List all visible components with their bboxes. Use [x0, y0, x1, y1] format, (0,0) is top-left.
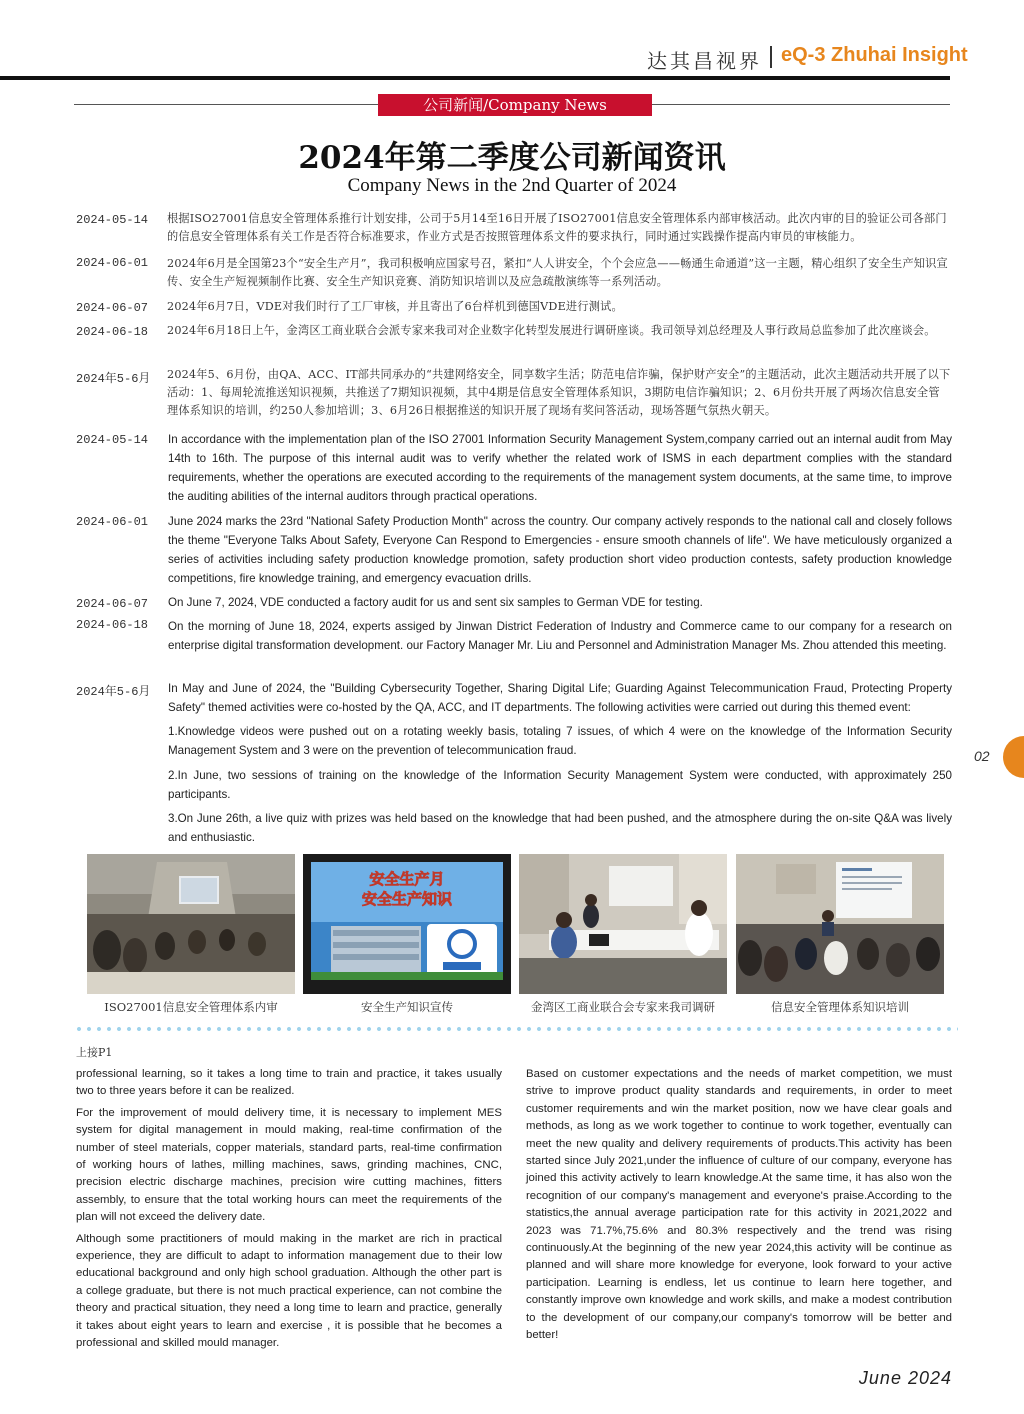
news-item-en: In May and June of 2024, the "Building Cybersecurity Together, Sharing Digital Life; Guarding Against Telecommunication Fraud, Protecting Property Safety" themed activities were co-hosted by the QA, ACC, and IT departments. The following activities were carried out during this themed event:: [168, 682, 952, 714]
news-date: 2024-06-18: [76, 618, 149, 632]
page-title-chinese: 2024年第二季度公司新闻资讯: [298, 140, 726, 176]
news-item-cn: 2024年6月7日，VDE对我们时行了工厂审核，并且寄出了6台样机到德国VDE进行测试。: [167, 300, 623, 313]
photo-caption: 安全生产知识宣传: [361, 1000, 453, 1014]
news-item-en: In accordance with the implementation plan of the ISO 27001 Information Security Management System,company carried out an internal audit from May 14th to 16th. The purpose of this internal audit was to verify whether the related work of ISMS in each department complies with the standard requirements, whether the operations are executed according to the requirements of the management system documents, at the same time, to improve the auditing abilities of the internal auditors through practical operations.: [168, 433, 952, 503]
news-date: 2024-06-01: [76, 515, 149, 529]
page-number: 02: [974, 748, 990, 764]
photo-caption: 金湾区工商业联合会专家来我司调研: [531, 1000, 715, 1014]
news-date: 2024-06-07: [76, 301, 149, 315]
continued-label: 上接P1: [76, 1046, 113, 1059]
screen-text-2: 安全生产知识: [361, 890, 453, 908]
photo-caption: 信息安全管理体系知识培训: [771, 1000, 909, 1014]
page-title-english: Company News in the 2nd Quarter of 2024: [347, 175, 677, 196]
news-item-cn: 2024年6月是全国第23个“安全生产月”，我司积极响应国家号召，紧扣“人人讲安全，个个会应急——畅通生命通道”这一主题，精心组织了安全生产知识宣传、安全生产短视频制作比赛、安全生产知识竞赛、消防知识培训以及应急疏散演练等一系列活动。: [167, 257, 948, 288]
news-date: 2024-06-01: [76, 256, 149, 270]
news-item-en-point: 3.On June 26th, a live quiz with prizes was held based on the knowledge that had been pushed, and the atmosphere during the on-site Q&A was lively and enthusiastic.: [168, 812, 952, 844]
photo-isms-training-image: [736, 854, 944, 994]
photo-safety-promotion: [303, 854, 511, 994]
photo-research-visit: [519, 854, 727, 994]
screen-text-1: 安全生产月: [369, 870, 445, 888]
header-rule: [0, 76, 950, 80]
news-item-cn: 根据ISO27001信息安全管理体系推行计划安排，公司于5月14至16日开展了ISO27001信息安全管理体系内部审核活动。此次内审的目的验证公司各部门的信息安全管理体系有关工作是否符合标准要求，作业方式是否按照管理体系文件的要求执行，同时通过实践操作提高内审员的审核能力。: [167, 212, 947, 243]
brand-english: eQ-3 Zhuhai Insight: [781, 44, 968, 66]
news-item-cn: 2024年5、6月份，由QA、ACC、IT部共同承办的“共建网络安全，同享数字生活；防范电信诈骗，保护财产安全”的主题活动，此次主题活动共开展了以下活动：1、每周轮流推送知识视频，共推送了7期知识视频，其中4期是信息安全管理体系知识，3期防电信诈骗知识；2、6月份共开展了两场次信息安全管理体系知识的培训，约250人参加培训；3、6月26日根据推送的知识开展了现场有奖问答活动，现场答题气氛热火朝天。: [167, 368, 951, 417]
photo-internal-audit: [87, 854, 295, 994]
article-paragraph: professional learning, so it takes a long time to train and practice, it takes usually two to three years before it can be realized.: [76, 1068, 502, 1098]
photo-internal-audit-image: [87, 854, 295, 994]
footer-date: June 2024: [858, 1368, 952, 1388]
news-item-en: On June 7, 2024, VDE conducted a factory audit for us and sent six samples to German VDE for testing.: [168, 596, 703, 609]
photo-caption: ISO27001信息安全管理体系内审: [104, 1000, 278, 1014]
news-date: 2024-06-18: [76, 325, 149, 339]
news-item-en: On the morning of June 18, 2024, experts assiged by Jinwan District Federation of Industry and Commerce came to our company for a research on enterprise digital transformation development. our Factory Manager Mr. Liu and Personnel and Administration Manager Ms. Zhou attended this meeting.: [168, 620, 952, 652]
header-divider: [770, 46, 772, 68]
news-item-en-point: 1.Knowledge videos were pushed out on a rotating weekly basis, totaling 7 issues, of which 4 were on the knowledge of the Information Security Management System and 3 were on the prevention of telecommunication fraud.: [168, 725, 952, 757]
news-item-cn: 2024年6月18日上午，金湾区工商业联合会派专家来我司对企业数字化转型发展进行调研座谈。我司领导刘总经理及人事行政局总监参加了此次座谈会。: [167, 324, 936, 337]
article-paragraph: Although some practitioners of mould making in the market are rich in practical experience, they are difficult to adapt to information management due to their low educational background and only high school graduation. Although the other part is a college graduate, but there is not much practical experience, can not combine the theory and practical situation, they need a long time to learn and practice, generally it takes about eight years to learn and exercise , it is possible that he becomes a professional and skilled mould manager.: [76, 1232, 502, 1350]
news-date: 2024-05-14: [76, 213, 149, 227]
photo-isms-training: [736, 854, 944, 994]
article-column-right: [526, 1066, 952, 1349]
article-paragraph: Based on customer expectations and the needs of market competition, we must strive to improve product quality standards and requirements, in order to meet customer requirements and win the market position, now we have clear goals and methods, as long as we work together to continue to work together, eventually can meet the new quality and delivery requirements of products.This activity has been started since July 2021,under the influence of culture of our company, everyone has joined this activity actively to learn knowledge.At the same time, it has also won the recognition of our company's management and everyone's praise.According to the statistics,the annual average participation rate for this activity in 2021,2022 and 2023 was 71.7%,75.6% and 80.3% respectively and the trend was rising continuously.At the beginning of the new year 2024,this activity will be continue as planned and will share more knowledge for everyone, look forward to your active participation. Learning is endless, let us continue to learn here together, and constantly improve own knowledge and work skills, and make a modest contribution to the development of our company,our company's tomorrow will be better and better!: [526, 1068, 952, 1342]
photo-research-visit-image: [519, 854, 727, 994]
news-date: 2024-06-07: [76, 597, 149, 611]
page-tab: [1003, 736, 1024, 778]
news-date: 2024年5-6月: [76, 372, 151, 386]
news-date: 2024年5-6月: [76, 685, 151, 699]
dotted-divider: [74, 1026, 958, 1032]
brand-chinese: 达其昌视界: [647, 49, 762, 73]
news-item-en-point: 2.In June, two sessions of training on the knowledge of the Information Security Management System were conducted, with approximately 250 participants.: [168, 769, 952, 801]
news-item-en: June 2024 marks the 23rd "National Safety Production Month" across the country. Our company actively responds to the national call and closely follows the theme "Everyone Talks About Safety, Everyone Can Respond to Emergencies - ensure smooth channels of life". We have meticulously organized a series of activities including safety production knowledge promotion, safety production short video production contests, safety production knowledge competitions, fire knowledge training, and emergency evacuation drills.: [168, 515, 952, 585]
news-date: 2024-05-14: [76, 433, 149, 447]
section-tag: 公司新闻/Company News: [378, 94, 652, 116]
photo-safety-promotion-image: [303, 854, 511, 994]
article-paragraph: For the improvement of mould delivery time, it is necessary to implement MES system for digital management in mould making, real-time confirmation of the number of steel materials, copper materials, standard parts, real-time confirmation of working hours of lathes, milling machines, saws, grinding machines, CNC, precision electric discharge machines, precision wire cutting machines, fitters assembly, to ensure that the total working hours can meet the requirements of the plan will not exceed the delivery date.: [76, 1106, 502, 1224]
article-column-left: [76, 1066, 502, 1357]
